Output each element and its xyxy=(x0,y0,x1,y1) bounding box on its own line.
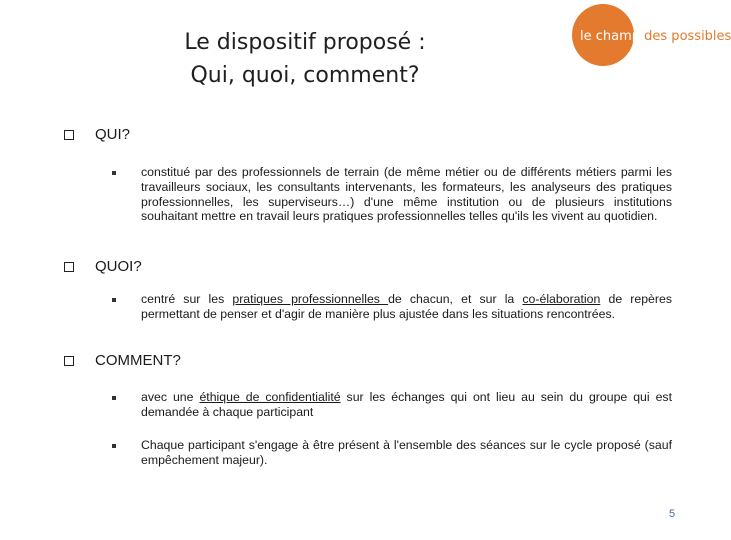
section-bullet-icon xyxy=(64,262,74,272)
sub-bullet-icon xyxy=(112,171,116,175)
comment-paragraph-1 xyxy=(141,390,672,420)
page-number: 5 xyxy=(668,508,676,520)
quoi-underline-1: pratiques professionnelles xyxy=(232,292,389,306)
comment-paragraph-2: Chaque participant s'engage à être présent à l'ensemble des séances sur le cycle proposé (sauf empêchement majeur). xyxy=(141,438,672,467)
section-heading-quoi: QUOI? xyxy=(95,258,142,275)
title-line-2: Qui, quoi, comment? xyxy=(190,63,420,88)
logo-text-circle: le champ xyxy=(580,29,641,44)
quoi-text-1: centré sur les xyxy=(141,292,233,306)
sub-bullet-icon xyxy=(112,298,116,302)
sub-bullet-icon xyxy=(112,396,116,400)
slide-title xyxy=(140,26,470,92)
comment-text-2: sur les échanges qui ont lieu au sein du groupe qui est demandée à chaque participant xyxy=(141,390,672,419)
logo-text-outside: des possibles xyxy=(644,29,731,44)
section-bullet-icon xyxy=(64,130,74,140)
section-bullet-icon xyxy=(64,356,74,366)
section-heading-comment: COMMENT? xyxy=(95,352,181,369)
quoi-underline-2: co-élaboration xyxy=(522,292,601,306)
comment-underline-1: éthique de confidentialité xyxy=(199,390,341,404)
sub-bullet-icon xyxy=(112,444,116,448)
title-line-1: Le dispositif proposé : xyxy=(184,30,426,55)
quoi-text-3: de repères permettant de penser et d'agir de manière plus ajustée dans les situations rencontrées. xyxy=(141,292,672,321)
qui-paragraph: constitué par des professionnels de terrain (de même métier ou de différents métiers parmi les travailleurs sociaux, les consultants intervenants, les formateurs, les analyseurs des pratiques professionnelles, les superviseurs…) d'une même institution ou de plusieurs institutions souhaitant mettre en travail leurs pratiques professionnelles telles qu'ils les vivent au quotidien. xyxy=(141,165,672,224)
logo xyxy=(570,4,731,68)
quoi-text-2: de chacun, et sur la xyxy=(388,292,523,306)
quoi-paragraph xyxy=(141,292,672,322)
section-heading-qui: QUI? xyxy=(95,126,131,143)
logo-text xyxy=(580,30,731,44)
comment-text-1: avec une xyxy=(141,390,200,404)
